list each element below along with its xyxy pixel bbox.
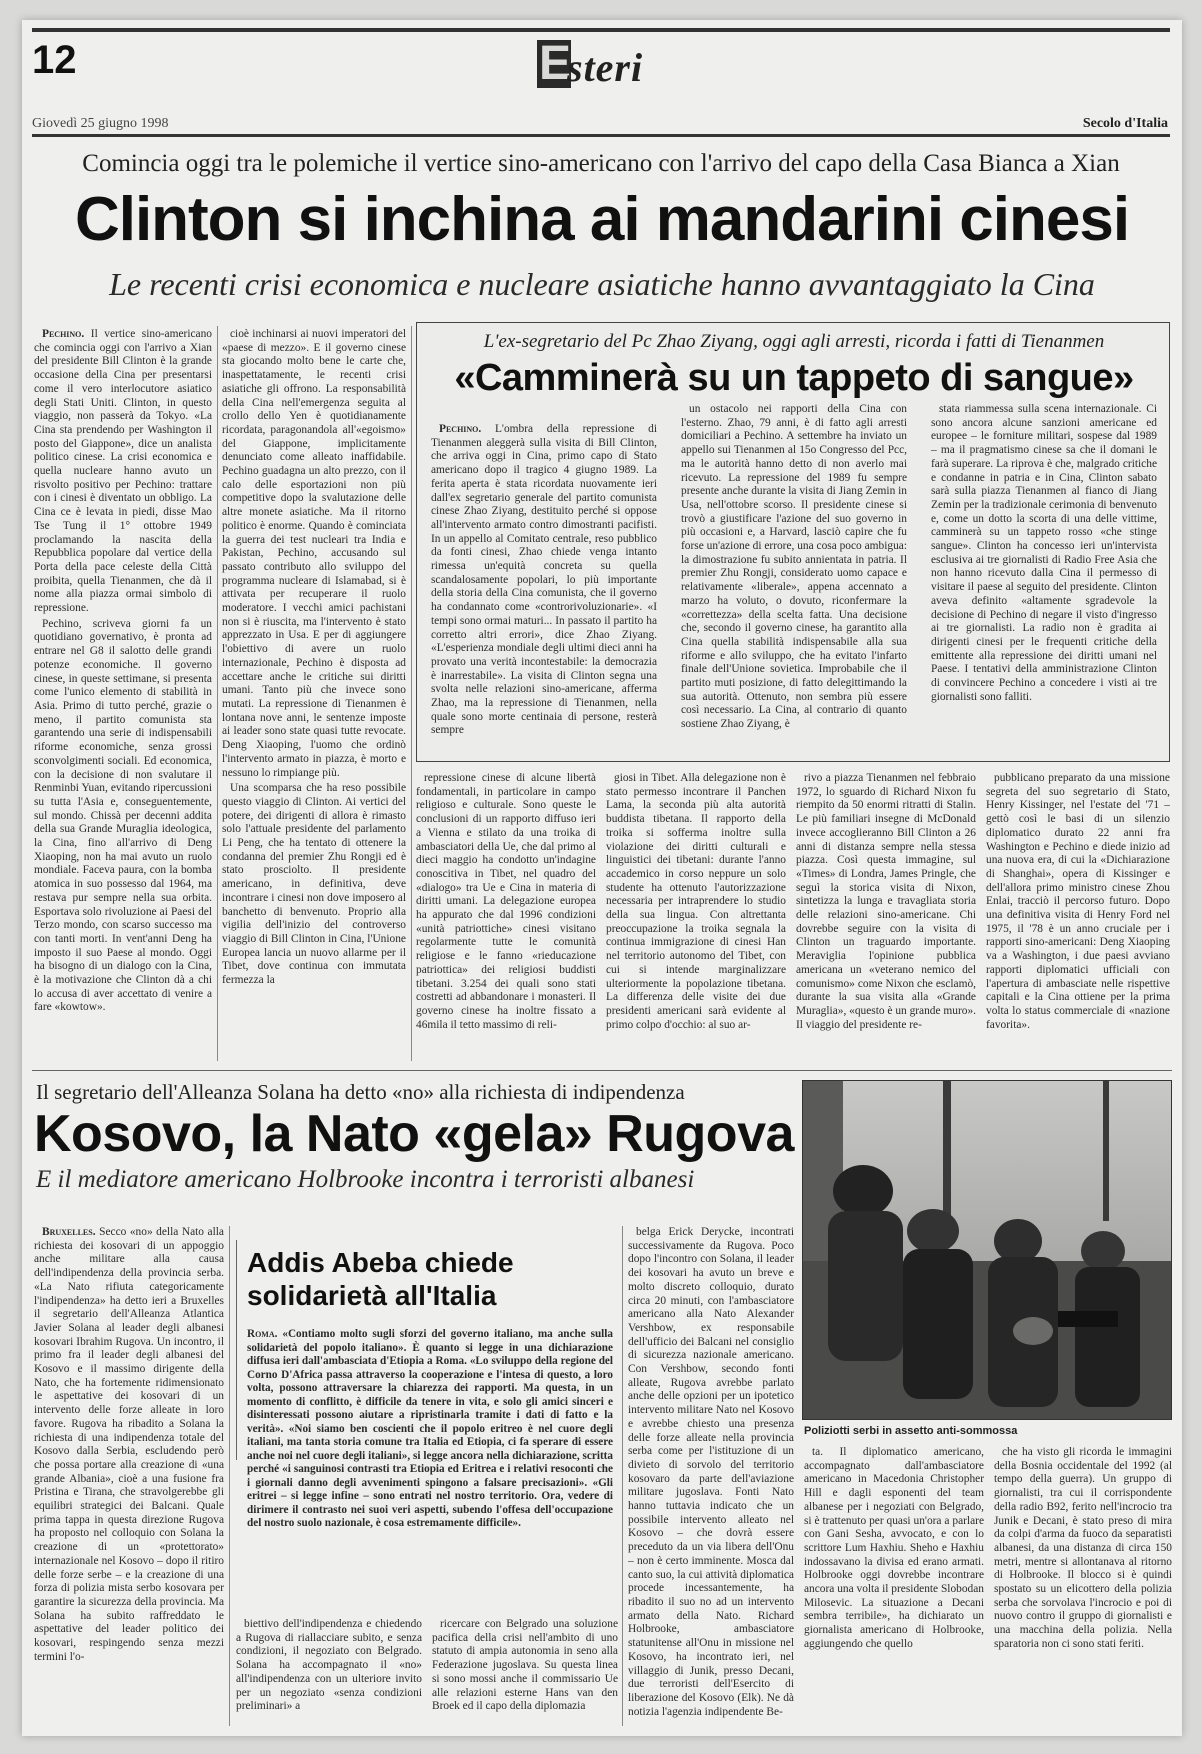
lead-column-5 — [796, 772, 976, 1062]
zhao-ziyang-box — [416, 322, 1170, 762]
kosovo-headline: Kosovo, la Nato «gela» Rugova — [34, 1105, 794, 1163]
lead-column-1 — [34, 328, 212, 1058]
lead-col3-text: repressione cinese di alcune libertà fondamentali, in particolare in campo religioso e culturale. Sono queste le conclusioni di un rapporto diffuso ieri a Vienna e stilato da una troika di ambasciatori della Ue, che dal primo al dieci maggio ha condotto un'indagine conoscitiva in Tibet, nel quadro del «dialogo» tra Ue e Cina in materia di diritti umani. La delegazione europea ha appurato che dal 1996 condizioni «unità patriottiche» cinesi visitano regolarmente tutte le comunità religiose e le fanno «rieducazione patriottica» dei religiosi buddisti tibetani. 3.254 dei quali sono stati costretti ad abbandonare i monasteri. Il governo cinese ha inoltre fissato a 46mila il tetto massimo di reli- — [416, 772, 596, 1031]
lead-col2-text: cioè inchinarsi ai nuovi imperatori del «paese di mezzo». E il governo cinese sta giocando molto bene le carte che, inaspettatamente, le recenti crisi asiatiche gli offrono. La responsabilità della Cina nell'emergenza seguita al crollo dello Yen è quotidianamente ricordata, paragonandola all'«egoismo» del Giappone, implicitamente denunciato come alleato inaffidabile. Pechino guadagna un alto prezzo, con il calo delle esportazioni non più competitive dopo la svalutazione delle altre monete asiatiche. Ma il ritorno politico è enorme. Quando è cominciata la guerra dei test nucleari tra India e Pakistan, Pechino, accusando sul passato contributo allo sviluppo del programma nucleare di Islamabad, si è attivata per recuperare il ruolo moderatore. I vecchi amici pachistani non si è riuscita, ma l'intervento è stato apprezzato in Usa. E per di aggiungere l'obiettivo di avere un ruolo internazionale, Pechino è disposta ad accettare anche le critiche sui diritti umani. Tanto più che invece sono mutati. La repressione di Tienanmen è lontana nove anni, le sentenze imposte ai leader sono state quasi tutte revocate. Deng Xiaoping, l'uomo che ordinò l'intervento armato in piazza, è morto e nessuno lo rimpiange più. — [222, 328, 406, 779]
box-column-1 — [431, 423, 657, 753]
box-col2-text: un ostacolo nei rapporti della Cina con l'esterno. Zhao, 79 anni, è di fatto agli arresti domiciliari a Pechino. A settembre ha inviato un appello sui Tienanmen al 15o Congresso del Pcc, ma le autorità hanno detto di non averlo mai ricevuto. La repressione del 1989 fu sempre presente anche durante la visita di Jiang Zemin in Usa, nell'ottobre scorso. Il presidente cinese si trovò a giustificare l'azione del suo governo in più occasioni e, a Harvard, lasciò capire che fu forse un'azione di errore, una cosa poco ambigua: la dimostrazione fu subito annientata in patria. Il premier Zhu Rongji, considerato uomo capace e relativamente «liberale», appena accennato a marzo ha voluto, o dovuto, riconfermare la «correttezza» della scelta fatta. Una decisione che, secondo il governo cinese, ha garantito alla Cina quella stabilità indispensabile alla sua riforme e allo sviluppo, che ha evitato l'infarto finale dell'Unione sovietica. Improbabile che il partito muti posizione, di fatto delegittimando la sua autorità. Ottenuto, non sembra più essere così necessario. La Cina, al contrario di quanto sostiene Zhao Ziyang, è — [681, 403, 907, 731]
lead-column-6 — [986, 772, 1170, 1062]
column-rule — [622, 1226, 623, 1726]
column-rule — [217, 326, 218, 1061]
kosovo-column-5 — [804, 1446, 984, 1728]
section-divider — [32, 1070, 1172, 1071]
kosovo-column-6 — [994, 1446, 1172, 1728]
header-top-rule — [32, 28, 1170, 32]
box-column-2 — [681, 403, 907, 753]
kosovo-col5-text: ta. Il diplomatico americano, accompagnato dall'ambasciatore americano in Macedonia Christopher Hill e dagli esponenti del team albanese per i negoziati con Belgrado, si è trattenuto per quasi un'ora a parlare con Gani Sesha, avvocato, e con lo scrittore Lum Haxhiu. Sheho e Haxhiu indossavano la divisa ed erano armati. Holbrooke oggi dovrebbe incontrare ancora una volta il presidente Slobodan Milosevic. La situazione a Decani sembra terribile», ha dichiarato un giornalista americano di Holbrooke, aggiungendo che quello — [804, 1446, 984, 1650]
lead-col1-text: Il vertice sino-americano che comincia oggi con l'arrivo a Xian del presidente Bill Clinton è la grande occasione della Cina per presentarsi come il vero interlocutore asiatico degli Stati Uniti. Clinton, in questo viaggio, non passerà da Tokyo. «La Cina sta prendendo per Washington il posto del Giappone», dice un analista politico cinese. La crisi economica e quella nucleare hanno avuto un risvolto positivo per Pechino: trattare con i cinesi è diventato un obbligo. La Cina ce è levata in piedi, disse Mao Tse Tung il 1° ottobre 1949 proclamando la nascita della Repubblica popolare dal vertice della Porta della pace celeste della Città proibita, quella Tienanmen, che dà il nome alla piazza ormai simbolo di repressione. — [34, 328, 212, 615]
addis-dateline: Roma. — [247, 1328, 278, 1340]
kosovo-column-3 — [432, 1618, 618, 1728]
newspaper-page — [22, 20, 1182, 1736]
lead-column-2 — [222, 328, 406, 1058]
kosovo-col6-text: che ha visto gli ricorda le immagini della Bosnia occidentale del 1992 (al tempo della guerra). Un gruppo di giornalisti, tra cui il corrispondente della radio B92, ferito nell'incrocio tra Junik e Decani, è stato preso di mira da colpi d'arma da fuoco da separatisti albanesi, da una distanza di circa 150 metri, mentre si allontanava al ritorno di Holbrooke. Il blocco si è quindi spostato su un elicottero della polizia serba che sorvolava l'incrocio e poi di nuovo contro il gruppo di giornalisti e una macchina della polizia. Nella sparatoria non ci sono stati feriti. — [994, 1446, 1172, 1650]
addis-body-text: «Contiamo molto sugli sforzi del governo italiano, ma anche sulla solidarietà del popolo italiano». È quanto si legge in una dichiarazione diffusa ieri dall'ambasciata d'Etiopia a Roma. «Lo sviluppo della regione del Corno D'Africa passa attraverso la cooperazione e l'intesa di questo, a loro volta, possono attraversare la chiarezza dei rapporti. Ma questa, in un momento di conflitto, è difficile da tenere in vita, e solo gli amici sinceri e disinteressati possono aiutare a ripristinarla tramite i dati di fatto e la verità». «Noi siamo ben coscienti che il popolo eritreo è nel cuore degli italiani, ma tanta storia comune tra Italia ed Etiopia, ci fa sperare di essere anche noi nel cuore degli italiani», si legge ancora nella dichiarazione, scritta perché «i sanguinosi contrasti tra Etiopia ed Eritrea e i relativi resoconti che i giornali danno degli avvenimenti spingono a falsare precisazioni». «Gli eritrei – si legge infine – sono entrati nel nostro territorio. Ora, vedere di dirimere il contrasto nei suoi veri aspetti, subendo l'offesa dell'occupazione del nostro suolo nazionale, è cosa estremamente difficile». — [247, 1328, 613, 1529]
kosovo-column-2 — [236, 1618, 422, 1728]
issue-date: Giovedì 25 giugno 1998 — [32, 116, 169, 131]
lead-kicker: Comincia oggi tra le polemiche il vertice sino-americano con l'arrivo del capo della Casa Bianca a Xian — [82, 150, 1120, 177]
lead-subheadline: Le recenti crisi economica e nucleare asiatiche hanno avvantaggiato la Cina — [109, 266, 1095, 302]
lead-col5-text: rivo a piazza Tienanmen nel febbraio 1972, lo sguardo di Richard Nixon fu riempito da 50 enormi ritratti di Stalin. Le più familiari insegne di McDonald invece accoglieranno Bill Clinton a 26 anni di distanza sempre nella stessa piazza. Così questa immagine, sul «Times» di Londra, James Pringle, che seguì la storica visita di Nixon, sintetizza la lunga e travagliata storia delle relazioni sino-americane. Chi dovrebbe seguire con la visita di Clinton un traguardo importante. Meraviglia l'opinione pubblica americana un «veterano nemico del comunismo» come Nixon che esclamò, durante la sua visita alla «Grande Muraglia», «questo è un grande muro». Il viaggio del presidente re- — [796, 772, 976, 1031]
lead-col1b-text: Pechino, scriveva giorni fa un quotidiano governativo, è pronta ad entrare nel G8 il salotto delle grandi potenze economiche. Il governo cinese, in queste settimane, si presenta come l'unico elemento di stabilità in Asia. Primo di tutto perché, grazie o meno, il partito comunista sta garantendo una serie di indispensabili riforme economiche, senza grossi sconvolgimenti sociali. Ed economica, con la decisione di non svalutare il Renminbi Yuan, evitando ripercussioni su tutta l'Asia e, conseguentemente, sul mondo. Chissà per decenni addita della sua Grande Muraglia ideologica, la Cina, fino all'arrivo di Deng Xiaoping, non ha mai avuto un ruolo mondiale. Faceva paura, con la bomba atomica in suo possesso dal 1964, ma restava pur sempre nella sua orbita. Esportava solo rivoluzione ai Paesi del Terzo mondo, con scarso successo ma con tanti morti. In vent'anni Deng ha imposto il suo Paese al mondo. Oggi ha bisogno di un dialogo con la Cina, è la motivazione che Clinton dà a chi lo accusa di aver accettato di venire a fare «kowtow». — [34, 617, 212, 1014]
kosovo-col4-text: belga Erick Derycke, incontrati successivamente da Rugova. Poco dopo l'incontro con Solana, il leader dei kosovari ha avuto un breve e molto discreto colloquio, durato circa 20 minuti, con l'ambasciatore americano alla Nato Alexander Vershbow, ex responsabile dell'ufficio dei Balcani nel consiglio di sicurezza nazionale americano. Con Vershbow, secondo fonti alleate, Rugova avrebbe parlato anche delle opzioni per un ipotetico intervento militare Nato nel Kosovo e avrebbe chiesto una presenza delle forze alleate nella provincia serba come per l'istituzione di un divieto di sorvolo del territorio kosovaro da parte dell'aviazione militare jugoslava. Fonti Nato hanno tuttavia indicato che un possibile intervento alleato nel Kosovo – che dovrà essere preceduto da un via libera dell'Onu – non è certo imminente. Mosca dal canto suo, la cui attività diplomatica procede incessantemente, ha ribadito il suo no ad un intervento armato della Nato. Richard Holbrooke, ambasciatore statunitense all'Onu in missione nel Kosovo, ha incontrato ieri, nel villaggio di Junik, presso Decani, due terroristi dell'Esercito di liberazione del Kosovo (Elk). Ne dà notizia l'agenzia indipendente Be- — [628, 1226, 794, 1718]
box-col3-text: stata riammessa sulla scena internazionale. Ci sono ancora alcune sanzioni americane ed europee – le forniture militari, sospese dal 1989 – ma il pragmatismo cinese sa che il domani le farà superare. La riprova è che, malgrado critiche e condanne in patria e in Cina, Clinton sabato sarà sulla piazza Tienanmen al fianco di Jiang Zemin per la tradizionale cerimonia di benvenuto e, come un dotto la scorta di una delle vittime, camminerà su un tappeto rosso «che stinge sangue». Clinton ha concesso ieri un'intervista esclusiva ai tre giornalisti di Radio Free Asia che non hanno ricevuto dalla Cina il permesso di visitare il paese al seguito del presidente. Clinton aveva definito «altamente sgradevole la decisione di Pechino di negare il visto d'ingresso ai tre giornalisti. La radio non è gradita ai dirigenti cinesi per le frequenti critiche della emittente alla repressione dei diritti umani nel Paese. I tentativi della amministrazione Clinton di convincere Pechino a concedere i visti ai tre giornalisti sono falliti. — [931, 403, 1157, 703]
box-col1-text: L'ombra della repressione di Tienanmen aleggerà sulla visita di Bill Clinton, che arriva oggi in Cina, primo capo di Stato americano dopo il tragico 4 giugno 1989. La ferita aperta è stata ricordata nuovamente ieri dall'ex segretario generale del partito comunista cinese Zhao Ziyang, destituito perché si oppose all'intervento armato contro dimostranti pacifisti. In un appello al Comitato centrale, reso pubblico da fonti cinesi, Zhao chiede venga intanto rimessa un'equità concreta su quella scandalosamente popolari, lo più importante della storia della Cina comunista, che il governo ha condannato come «controrivoluzionarie». «I tempi sono ormai maturi... In passato il partito ha corretto altri errori», dice Zhao Ziyang. «L'esperienza mondiale degli ultimi dieci anni ha provato una verità incontestabile: la democrazia è inarrestabile». La visita di Clinton segna una svolta nelle relazioni sino-americane, afferma Zhao, ma la repressione di Tienanmen, nella quale sono morte centinaia di persone, resterà sempre — [431, 423, 657, 737]
section-initial-block — [537, 37, 572, 90]
lead-column-3 — [416, 772, 596, 1062]
lead-column-4 — [606, 772, 786, 1062]
box-kicker: L'ex-segretario del Pc Zhao Ziyang, oggi agli arresti, ricorda i fatti di Tienanmen — [483, 331, 1105, 352]
lead-col2b-text: Una scomparsa che ha reso possibile questo viaggio di Clinton. Ai vertici del potere, dei dirigenti di allora è rimasto solo l'attuale presidente del parlamento Li Peng, che ha tentato di ottenere la condanna del premier Zhu Rongji ed è stato prosciolto. Il presidente americano, in definitiva, deve incontrare i cinesi non dove imposero al banchetto di benvenuto. Proprio alla vigilia dell'inizio del controverso viaggio di Bill Clinton in Cina, l'Unione Europea lancia un nuovo allarme per il Tibet, dove continua con immutata fermezza la — [222, 782, 406, 987]
photo-illustration — [803, 1081, 1172, 1420]
section-name: steri — [567, 45, 644, 90]
addis-abeba-box — [236, 1240, 616, 1529]
lead-dateline: Pechino. — [42, 328, 85, 340]
box-dateline: Pechino. — [439, 423, 482, 435]
page-number: 12 — [32, 38, 77, 82]
lead-col4-text: giosi in Tibet. Alla delegazione non è stato permesso incontrare il Panchen Lama, la seconda più alta autorità buddista tibetana. Il rapporto della troika si sofferma inoltre sulla violazione dei diritti culturali e linguistici dei tibetani: durante l'anno accademico in corso neppure un solo studente ha ottenuto l'autorizzazione necessaria per intraprendere lo studio della sua lingua. Con altrettanta preoccupazione la troika segnala la continua immigrazione di cinesi Han nel territorio autonomo del Tibet, con cui si intende marginalizzare ulteriormente la popolazione tibetana. La differenza delle visite dei due presidenti americani sarà evidente al primo colpo d'occhio: al suo ar- — [606, 772, 786, 1031]
box-headline: «Camminerà su un tappeto di sangue» — [454, 357, 1134, 399]
photo-caption: Poliziotti serbi in assetto anti-sommossa — [804, 1425, 1018, 1437]
column-rule — [229, 1226, 230, 1726]
box-column-3 — [931, 403, 1157, 753]
kosovo-column-1 — [34, 1226, 224, 1726]
publication-name: Secolo d'Italia — [1082, 116, 1168, 131]
kosovo-dateline: Bruxelles. — [42, 1226, 96, 1238]
riot-police-photo — [802, 1080, 1172, 1420]
column-rule — [411, 326, 412, 1061]
kosovo-column-4 — [628, 1226, 794, 1726]
kosovo-kicker: Il segretario dell'Alleanza Solana ha detto «no» alla richiesta di indipendenza — [36, 1080, 685, 1104]
kosovo-col3-text: ricercare con Belgrado una soluzione pacifica della crisi nell'ambito di uno statuto di ampia autonomia in seno alla Federazione jugoslava. Su questa linea si sono mossi anche il commissario Ue alle relazioni esterne Hans van den Broek ed il capo della diplomazia — [432, 1618, 618, 1713]
section-initial: E — [539, 37, 572, 90]
addis-body — [247, 1328, 613, 1531]
header-bottom-rule — [32, 134, 1170, 137]
section-title — [537, 34, 677, 90]
lead-col6-text: pubblicano preparato da una missione segreta del suo segretario di Stato, Henry Kissinger, nel l'estate del '71 – gettò così le basi di un silenzio diplomatico durato 22 anni fra Washington e Pechino e diede inizio ad una nuova era, di cui la «Dichiarazione di Shanghai», opera di Kissinger e dell'allora primo ministro cinese Zhou Enlai, tracciò il percorso futuro. Dopo una definitiva visita di Henry Ford nel 1975, il '78 è un anno cruciale per i rapporti sino-americani: Deng Xiaoping va a Washington, i due paesi avviano rapporti diplomatici ufficiali con l'apertura di ambasciate nelle rispettive capitali e la Cina ottiene per la prima volta lo status commerciale di «nazione favorita». — [986, 772, 1170, 1031]
addis-headline: Addis Abeba chiede solidarietà all'Italia — [247, 1247, 514, 1311]
kosovo-col1-text: Secco «no» della Nato alla richiesta dei kosovari di un appoggio anche militare alla causa dell'indipendenza della provincia serba. «La Nato rifiuta categoricamente l'indipendenza» ha detto ieri a Bruxelles il segretario dell'Alleanza Atlantica Javier Solana al leader degli albanesi kosovari Ibrahim Rugova. Un incontro, il primo fra il leader degli albanesi del Kosovo e il massimo dirigente della Nato, che ha fortemente ridimensionato le aspettative dei kosovari di un intervento delle forze alleate in loro favore. Rugova ha ribadito a Solana la richiesta di una indipendenza totale del Kosovo dalla Serbia, escludendo però che possa portare alla creazione di «una grande Albania», cioè a una fusione fra Pristina e Tirana, che stravolgerebbe gli equilibri strategici dei Balcani. Quale prima tappa in questa direzione Rugova ha proposto nel colloquio con Solana la creazione di un «protettorato» internazionale nel Kosovo – dopo il ritiro delle forze serbe – e la creazione di una forza di polizia mista serbo kosovara per garantire la sicurezza della provincia. Ma Solana ha subito raffreddato le aspettative del leader politico dei kosovari, respingendo senza mezzi termini l'o- — [34, 1226, 224, 1663]
kosovo-col2-text: biettivo dell'indipendenza e chiedendo a Rugova di riallacciare subito, e senza condizioni, il negoziato con Belgrado. Solana ha accompagnato il «no» all'indipendenza con un ulteriore invito per un negoziato «senza condizioni preliminari» a — [236, 1618, 422, 1713]
kosovo-subheadline: E il mediatore americano Holbrooke incontra i terroristi albanesi — [36, 1166, 695, 1193]
lead-headline: Clinton si inchina ai mandarini cinesi — [74, 185, 1130, 254]
